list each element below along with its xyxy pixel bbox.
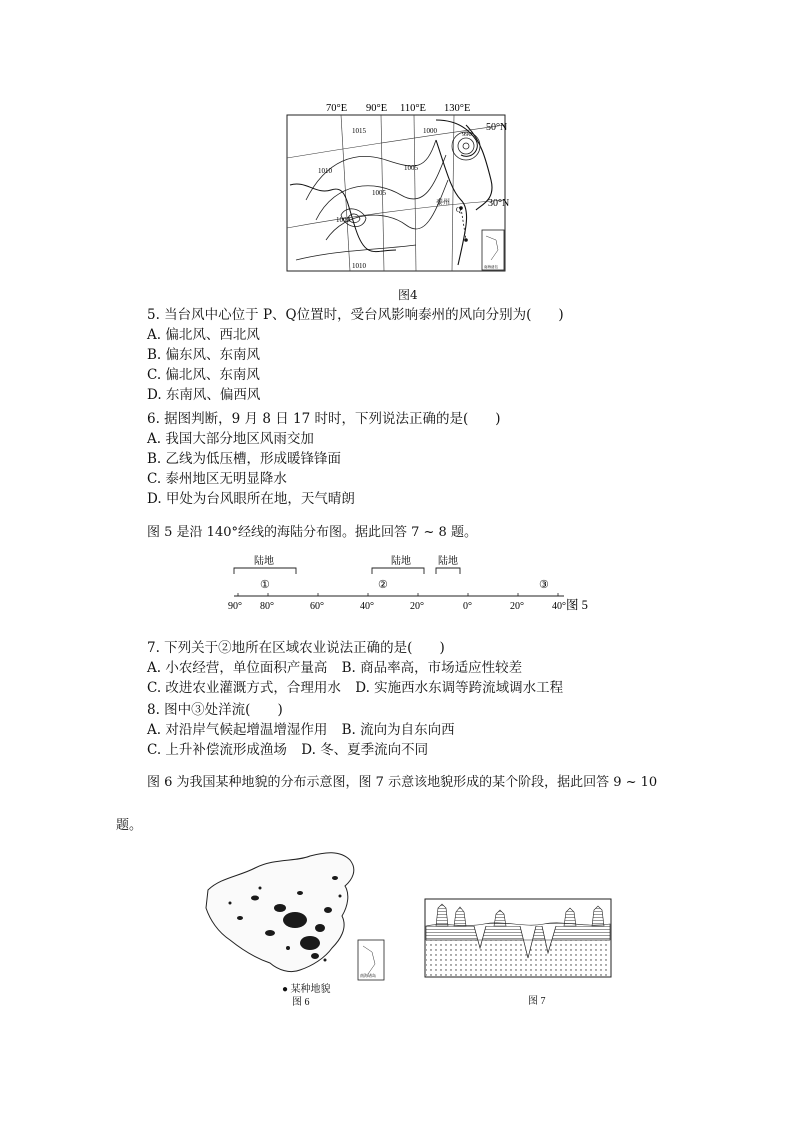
fig4-inset-label: 南海诸岛 xyxy=(484,265,498,269)
place-taizhou: 泰州 xyxy=(436,198,450,206)
lat-label-30n: 30°N xyxy=(488,198,510,209)
q7-option-a[interactable]: A. 小农经营，单位面积产量高 xyxy=(147,660,328,676)
intro-9-10-line2: 题。 xyxy=(116,818,143,833)
figure-7-caption: 图 7 xyxy=(528,996,546,1007)
q5-option-b[interactable]: B. 偏东风、东南风 xyxy=(147,347,261,363)
q7-option-c[interactable]: C. 改进农业灌溉方式，合理用水 xyxy=(147,680,341,696)
isobar-label-1000-w: 1000 xyxy=(336,216,350,224)
q5-option-d[interactable]: D. 东南风、偏西风 xyxy=(147,387,261,403)
tick-90: 90° xyxy=(228,601,242,612)
tick-40-s: 40° xyxy=(552,601,566,612)
figure-5-caption: 图 5 xyxy=(566,598,588,612)
q7-option-d[interactable]: D. 实施西水东调等跨流域调水工程 xyxy=(355,680,564,696)
question-8-stem: 8. 图中③处洋流( ) xyxy=(147,702,283,718)
isobar-label-990: 990 xyxy=(462,131,472,138)
point-3: ③ xyxy=(539,579,549,591)
q6-option-b[interactable]: B. 乙线为低压槽，形成暖锋锋面 xyxy=(147,451,342,467)
fig6-legend: ● 某种地貌 xyxy=(282,984,331,995)
q6-option-c[interactable]: C. 泰州地区无明显降水 xyxy=(147,471,287,487)
lon-label-110: 110°E xyxy=(400,103,426,114)
question-7 xyxy=(147,638,563,698)
isobar-label-1010-s: 1010 xyxy=(352,262,366,270)
question-6 xyxy=(147,409,501,509)
q7-option-b[interactable]: B. 商品率高，市场适应性较差 xyxy=(341,660,523,676)
lat-label-50n: 50°N xyxy=(486,122,508,133)
point-2: ② xyxy=(378,579,388,591)
intro-9-10: 图 6 为我国某种地貌的分布示意图，图 7 示意该地貌形成的某个阶段，据此回答 9 ~ 10 xyxy=(147,775,658,790)
isobar-label-1015: 1015 xyxy=(352,127,366,135)
isobar-label-1000-ne: 1000 xyxy=(423,127,437,135)
intro-7-8: 图 5 是沿 140°经线的海陆分布图。据此回答 7 ~ 8 题。 xyxy=(147,525,477,540)
figure-7 xyxy=(424,898,614,1007)
isobar-label-1010: 1010 xyxy=(318,167,332,175)
land-label-2: 陆地 xyxy=(391,556,411,567)
land-label-1: 陆地 xyxy=(254,556,274,567)
figure-4 xyxy=(286,100,512,276)
land-label-3: 陆地 xyxy=(438,556,458,567)
tick-20-s: 20° xyxy=(510,601,524,612)
fig6-inset-label: 南海诸岛 xyxy=(360,973,376,978)
tick-40: 40° xyxy=(360,601,374,612)
question-5-stem: 5. 当台风中心位于 P、Q位置时，受台风影响泰州的风向分别为( ) xyxy=(147,307,564,323)
question-7-stem: 7. 下列关于②地所在区域农业说法正确的是( ) xyxy=(147,640,445,656)
question-5 xyxy=(147,305,564,405)
tick-60: 60° xyxy=(310,601,324,612)
figure-6-caption: 图 6 xyxy=(292,997,310,1008)
lon-label-130: 130°E xyxy=(444,103,471,114)
lon-label-70: 70°E xyxy=(326,103,348,114)
question-8 xyxy=(147,700,455,760)
isobar-label-1005: 1005 xyxy=(372,189,386,197)
sea-land-profile xyxy=(226,552,596,618)
q6-option-a[interactable]: A. 我国大部分地区风雨交加 xyxy=(147,431,314,447)
weather-map xyxy=(286,100,512,276)
question-6-stem: 6. 据图判断，9 月 8 日 17 时时，下列说法正确的是( ) xyxy=(147,411,501,427)
tick-80: 80° xyxy=(260,601,274,612)
figure-5 xyxy=(226,552,596,618)
point-1: ① xyxy=(260,579,270,591)
q5-option-c[interactable]: C. 偏北风、东南风 xyxy=(147,367,260,383)
q8-option-a[interactable]: A. 对沿岸气候起增温增湿作用 xyxy=(147,722,328,738)
q6-option-d[interactable]: D. 甲处为台风眼所在地，天气晴朗 xyxy=(147,491,355,507)
lon-label-90: 90°E xyxy=(366,103,388,114)
tick-0: 0° xyxy=(463,601,472,612)
tick-20: 20° xyxy=(410,601,424,612)
isobar-label-1005-e: 1005 xyxy=(404,164,418,172)
china-map xyxy=(200,848,390,988)
point-q: Q xyxy=(456,206,462,214)
figure-4-caption: 图4 xyxy=(398,288,418,302)
q5-option-a[interactable]: A. 偏北风、西北风 xyxy=(147,327,260,343)
q8-option-b[interactable]: B. 流向为自东向西 xyxy=(341,722,455,738)
figure-6 xyxy=(200,848,390,1008)
karst-cross-section xyxy=(424,898,614,978)
q8-option-d[interactable]: D. 冬、夏季流向不同 xyxy=(301,742,429,758)
q8-option-c[interactable]: C. 上升补偿流形成渔场 xyxy=(147,742,287,758)
